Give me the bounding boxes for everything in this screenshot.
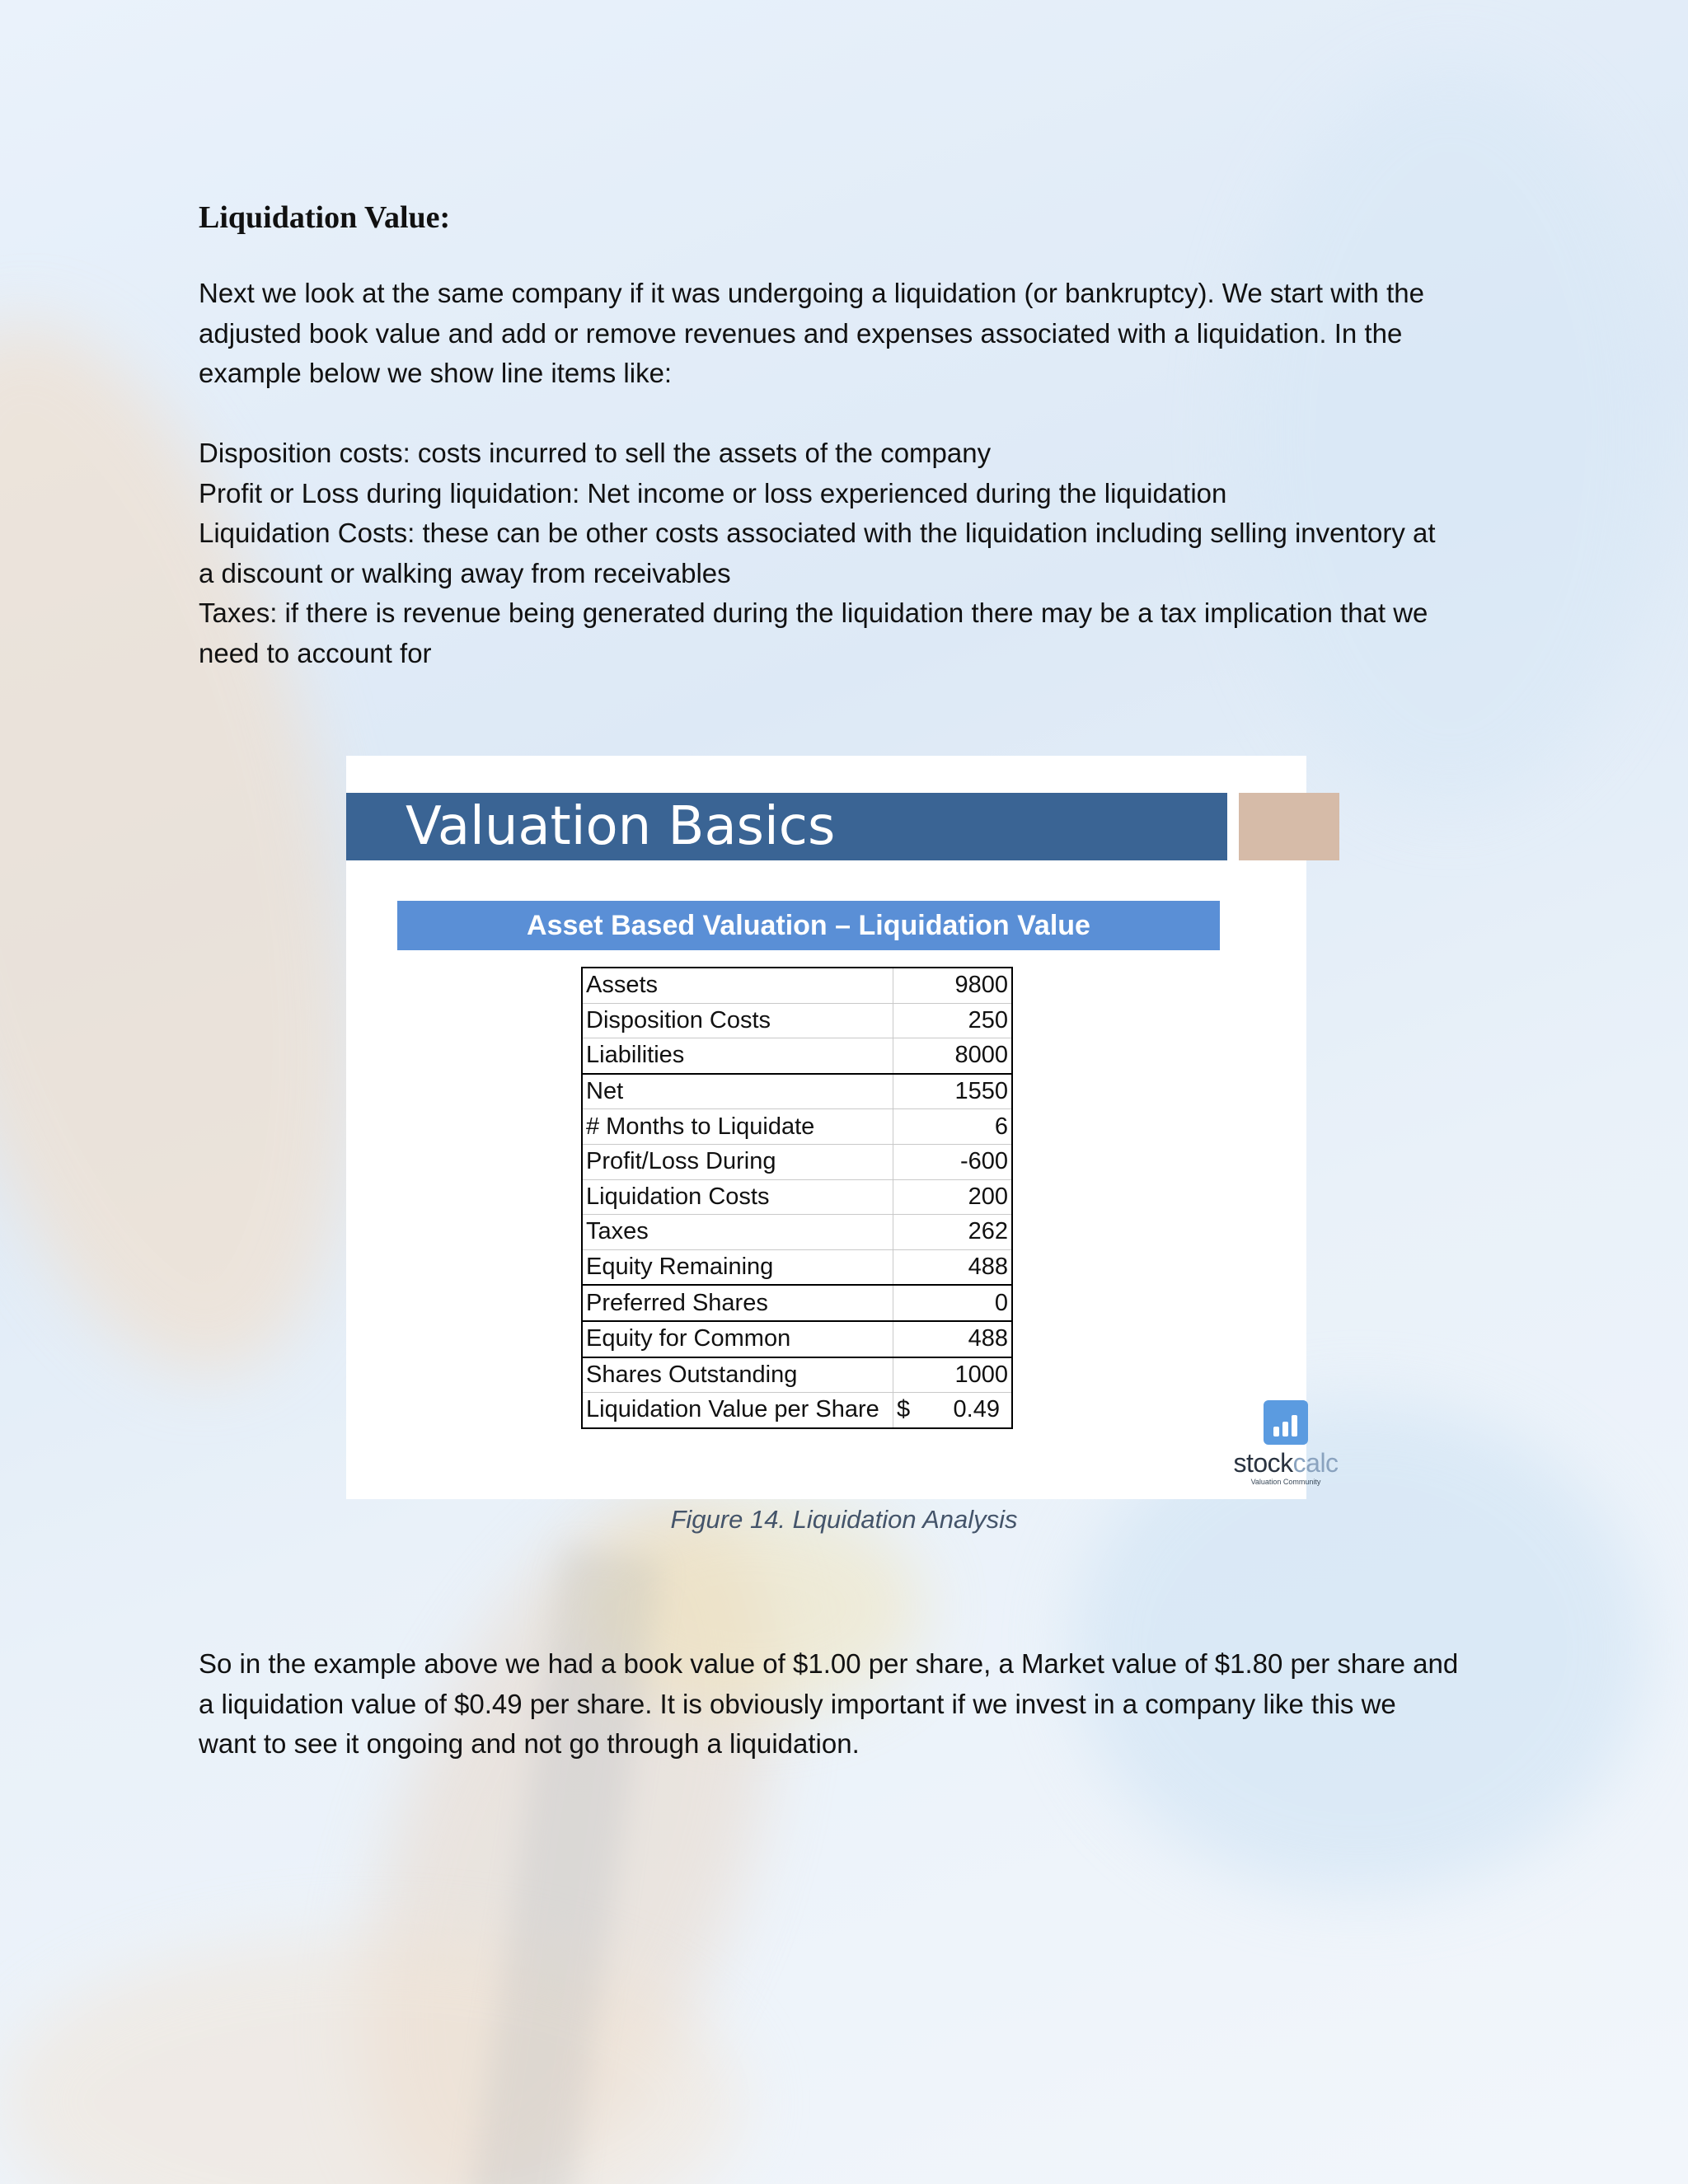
row-label: Assets — [582, 968, 893, 1003]
table-row — [582, 1215, 1012, 1250]
row-value: 6 — [893, 1109, 1013, 1145]
row-value: 9800 — [893, 968, 1013, 1003]
table-row — [582, 1003, 1012, 1038]
table-row — [582, 1109, 1012, 1145]
row-label: Equity for Common — [582, 1321, 893, 1357]
subtitle-bar — [397, 901, 1220, 950]
valuation-table — [581, 967, 1013, 1429]
text-line: example below we show line items like: — [199, 358, 673, 388]
row-value — [893, 1393, 1013, 1428]
text-line: Profit or Loss during liquidation: Net income or loss experienced during the liquidation — [199, 477, 1227, 509]
table-row — [582, 1249, 1012, 1285]
table-row — [582, 1393, 1012, 1428]
logo-wordmark: stockcalc — [1233, 1448, 1339, 1478]
bar-chart-icon — [1264, 1400, 1308, 1445]
row-value: 0 — [893, 1285, 1013, 1321]
title-banner — [346, 793, 1227, 860]
text-line: a discount or walking away from receivables — [199, 557, 731, 588]
row-value: 1000 — [893, 1357, 1013, 1393]
liquidation-figure — [346, 756, 1339, 1499]
row-label: Shares Outstanding — [582, 1357, 893, 1393]
accent-box — [1239, 793, 1339, 860]
row-value: 488 — [893, 1321, 1013, 1357]
table-row — [582, 1074, 1012, 1109]
row-value: 1550 — [893, 1074, 1013, 1109]
table-row — [582, 1038, 1012, 1074]
text-line: Next we look at the same company if it was undergoing a liquidation (or bankruptcy). We start with the — [199, 278, 1424, 308]
row-value: 262 — [893, 1215, 1013, 1250]
subtitle-text: Asset Based Valuation – Liquidation Value — [527, 910, 1090, 941]
table-row — [582, 1285, 1012, 1321]
definitions-paragraph — [199, 434, 1501, 673]
row-value: 488 — [893, 1249, 1013, 1285]
row-label: Net — [582, 1074, 893, 1109]
text-line: Liquidation Costs: these can be other costs associated with the liquidation including selling inventory at — [199, 518, 1436, 548]
row-label: Taxes — [582, 1215, 893, 1250]
text-line: So in the example above we had a book value of $1.00 per share, a Market value of $1.80 per share and — [199, 1648, 1459, 1679]
row-value: 200 — [893, 1179, 1013, 1215]
table-row — [582, 1144, 1012, 1179]
text-line: adjusted book value and add or remove revenues and expenses associated with a liquidation. In the — [199, 317, 1403, 349]
row-label: Disposition Costs — [582, 1003, 893, 1038]
row-label: Equity Remaining — [582, 1249, 893, 1285]
text-line: Taxes: if there is revenue being generated during the liquidation there may be a tax implication that we — [199, 598, 1428, 628]
row-value: 250 — [893, 1003, 1013, 1038]
text-line: Disposition costs: costs incurred to sell the assets of the company — [199, 438, 992, 468]
row-label: Liabilities — [582, 1038, 893, 1074]
figure-caption: Figure 14. Liquidation Analysis — [670, 1505, 1018, 1534]
table-row — [582, 1357, 1012, 1393]
conclusion-paragraph — [199, 1644, 1501, 1765]
table-row — [582, 968, 1012, 1003]
row-value: 8000 — [893, 1038, 1013, 1074]
stockcalc-logo — [1228, 1400, 1343, 1486]
logo-tagline: Valuation Community — [1250, 1478, 1321, 1486]
currency-symbol: $ — [897, 1396, 911, 1423]
text-line: need to account for — [199, 637, 432, 668]
row-value: -600 — [893, 1144, 1013, 1179]
intro-paragraph — [199, 274, 1501, 394]
row-label: Liquidation Costs — [582, 1179, 893, 1215]
row-label: # Months to Liquidate — [582, 1109, 893, 1145]
amount: 0.49 — [953, 1396, 1000, 1423]
table-row — [582, 1179, 1012, 1215]
row-label: Preferred Shares — [582, 1285, 893, 1321]
text-line: want to see it ongoing and not go through a liquidation. — [199, 1728, 860, 1759]
row-label: Liquidation Value per Share — [582, 1393, 893, 1428]
text-line: a liquidation value of $0.49 per share. It is obviously important if we invest in a company like this we — [199, 1688, 1396, 1719]
banner-title: Valuation Basics — [406, 796, 836, 857]
section-heading: Liquidation Value: — [199, 200, 451, 235]
table-row — [582, 1321, 1012, 1357]
row-label: Profit/Loss During — [582, 1144, 893, 1179]
